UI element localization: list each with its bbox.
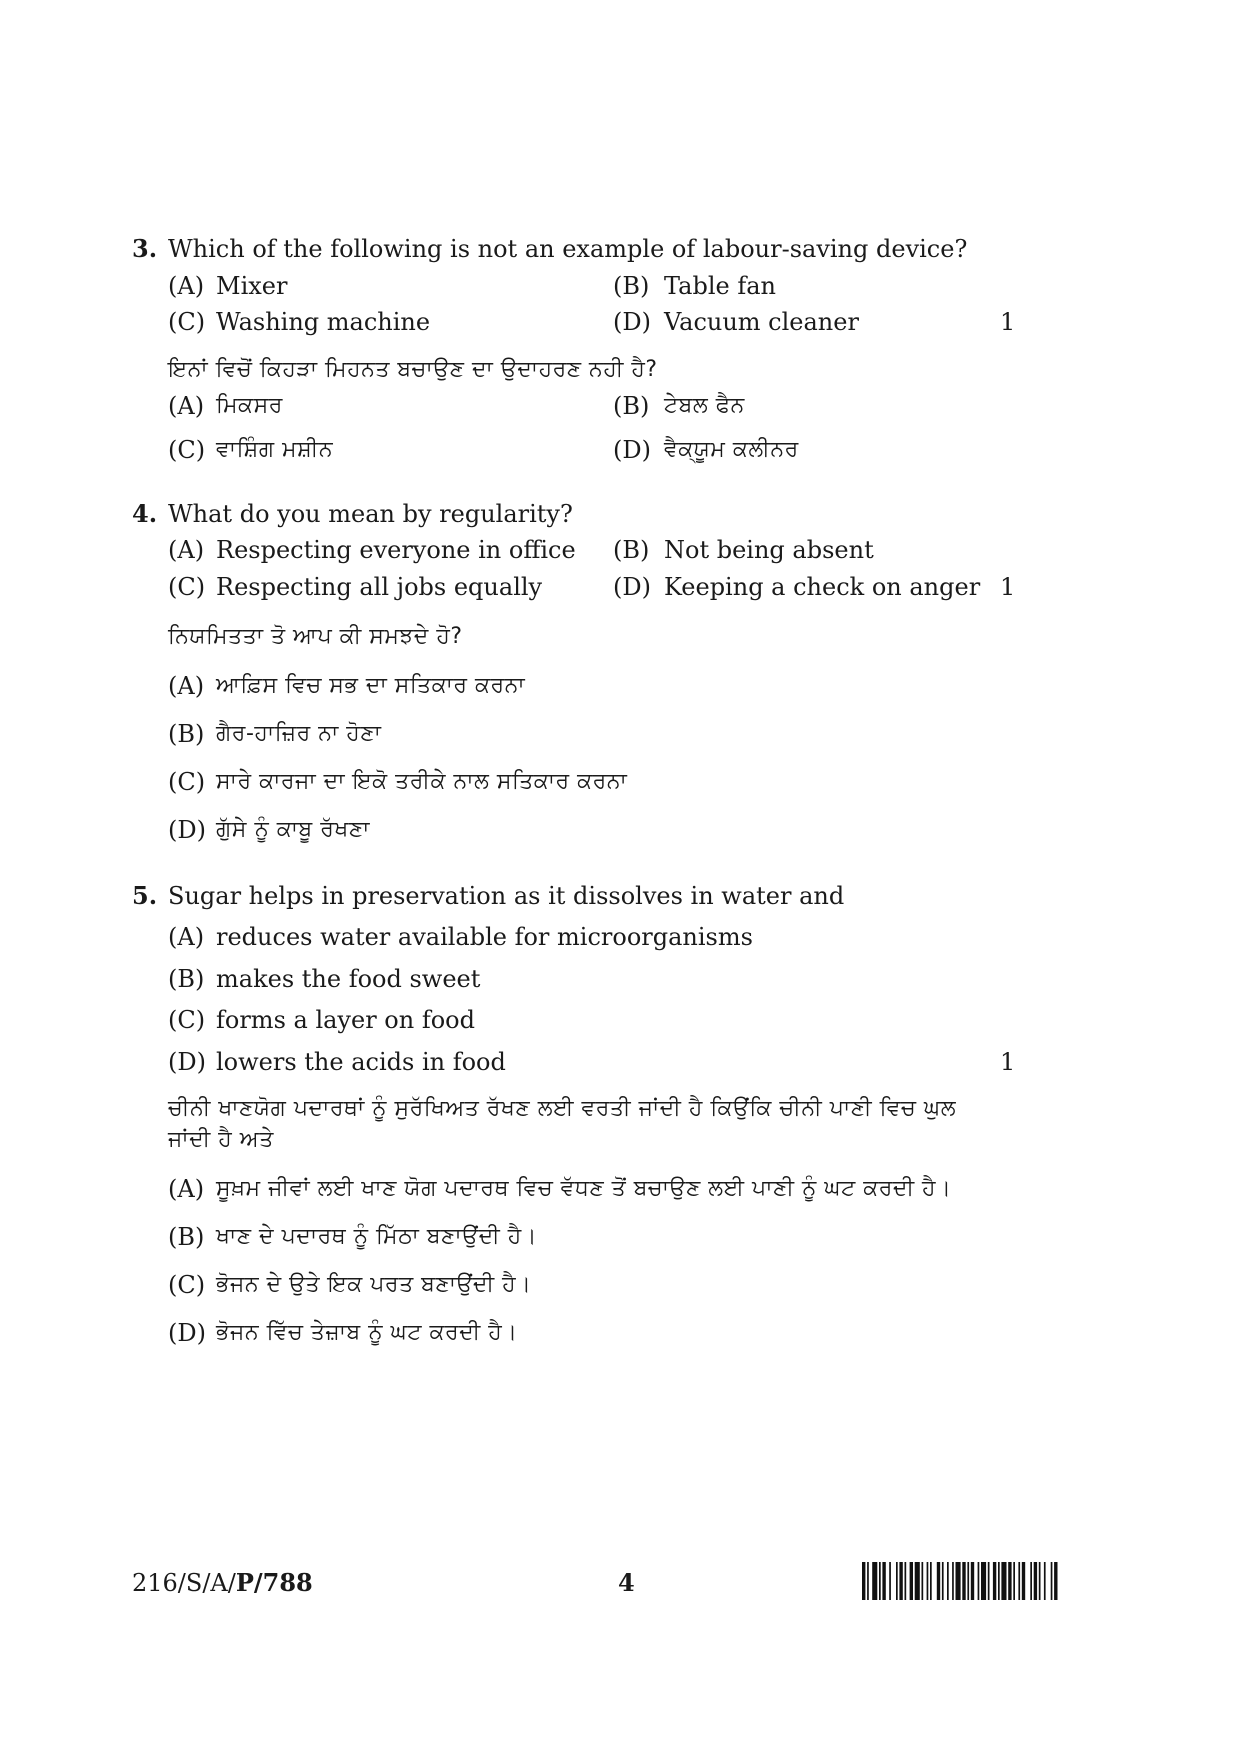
barcode-bar (993, 1562, 996, 1600)
q5-pa-option-c: ਭੋਜਨ ਦੇ ਉਤੇ ਇਕ ਪਰਤ ਬਣਾਉਂਦੀ ਹੈ। (216, 1272, 532, 1297)
barcode-bar (981, 1562, 986, 1600)
q3-pa-option-a-letter: (A) (168, 392, 205, 420)
q4-pa-option-a-letter: (A) (168, 672, 205, 700)
q4-pa-option-c: ਸਾਰੇ ਕਾਰਜਾ ਦਾ ਇਕੋ ਤਰੀਕੇ ਨਾਲ ਸਤਿਕਾਰ ਕਰਨਾ (216, 769, 628, 794)
q5-option-a-letter: (A) (168, 923, 205, 951)
q3-option-a: Mixer (216, 272, 288, 300)
barcode-bar (952, 1562, 954, 1600)
barcode-bar (967, 1562, 969, 1600)
q4-marks: 1 (1000, 573, 1016, 601)
barcode-bar (1001, 1562, 1006, 1600)
q5-option-d-letter: (D) (168, 1048, 206, 1076)
q3-pa-option-b-letter: (B) (613, 392, 650, 420)
q4-pa-option-b: ਗੈਰ-ਹਾਜ਼ਿਰ ਨਾ ਹੋਣਾ (216, 721, 382, 746)
q3-pa-option-c-letter: (C) (168, 436, 206, 464)
q5-pa-option-b: ਖਾਣ ਦੇ ਪਦਾਰਥ ਨੂੰ ਮਿੱਠਾ ਬਣਾਉਂਦੀ ਹੈ। (216, 1224, 538, 1249)
barcode-bar (896, 1562, 898, 1600)
q5-pa-option-d: ਭੋਜਨ ਵਿੱਚ ਤੇਜ਼ਾਬ ਨੂੰ ਘਟ ਕਰਦੀ ਹੈ। (216, 1320, 518, 1345)
q4-pa-option-c-letter: (C) (168, 768, 206, 796)
q4-pa-option-d: ਗੁੱਸੇ ਨੂੰ ਕਾਬੂ ਰੱਖਣਾ (216, 817, 370, 842)
q3-option-c-letter: (C) (168, 308, 206, 336)
q3-option-d: Vacuum cleaner (664, 308, 859, 336)
paper-code-bold: P/788 (235, 1568, 313, 1597)
q3-option-a-letter: (A) (168, 272, 205, 300)
q5-punjabi-question-line1: ਚੀਨੀ ਖਾਣਯੋਗ ਪਦਾਰਥਾਂ ਨੂੰ ਸੁਰੱਖਿਅਤ ਰੱਖਣ ਲਈ ਵਰਤੀ ਜਾਂਦੀ ਹੈ ਕਿਉਂਕਿ ਚੀਨੀ ਪਾਣੀ ਵਿਚ ਘੁਲ (168, 1096, 957, 1121)
q3-option-b: Table fan (664, 272, 776, 300)
q4-option-b: Not being absent (664, 536, 874, 564)
barcode-bar (889, 1562, 891, 1600)
barcode-bar (867, 1562, 869, 1600)
q3-pa-option-d-letter: (D) (613, 436, 651, 464)
barcode-bar (978, 1562, 980, 1600)
barcode-bar (1044, 1562, 1046, 1600)
question-5-number: 5. (132, 881, 158, 910)
q5-pa-option-a: ਸੂਖ਼ਮ ਜੀਵਾਂ ਲਈ ਖਾਣ ਯੋਗ ਪਦਾਰਥ ਵਿਚ ਵੱਧਣ ਤੋਂ ਬਚਾਉਣ ਲਈ ਪਾਣੀ ਨੂੰ ਘਟ ਕਰਦੀ ਹੈ। (216, 1176, 952, 1201)
barcode-bar (1034, 1562, 1037, 1600)
barcode-bar (947, 1562, 949, 1600)
q5-punjabi-question-line2: ਜਾਂਦੀ ਹੈ ਅਤੇ (168, 1127, 274, 1152)
q5-option-b: makes the food sweet (216, 965, 481, 993)
barcode-bar (1054, 1562, 1057, 1600)
question-3-text: Which of the following is not an example of labour-saving device? (168, 235, 968, 263)
q5-pa-option-d-letter: (D) (168, 1319, 206, 1347)
q3-option-c: Washing machine (216, 308, 431, 336)
barcode-bar (1008, 1562, 1011, 1600)
barcode-bar (937, 1562, 940, 1600)
barcode-bar (930, 1562, 932, 1600)
barcode-bar (915, 1562, 920, 1600)
q3-punjabi-question: ਇਨਾਂ ਵਿਚੋਂ ਕਿਹੜਾ ਮਿਹਨਤ ਬਚਾਉਣ ਦਾ ਉਦਾਹਰਣ ਨਹੀ ਹੈ? (168, 357, 658, 382)
barcode-bar (956, 1562, 961, 1600)
q3-pa-option-d: ਵੈਕ੍ਯੂਮ ਕਲੀਨਰ (664, 437, 799, 462)
q5-option-c-letter: (C) (168, 1006, 206, 1034)
barcode-bar (927, 1562, 929, 1600)
q5-pa-option-a-letter: (A) (168, 1175, 205, 1203)
barcode-bar (1013, 1562, 1015, 1600)
question-5-text: Sugar helps in preservation as it dissolves in water and (168, 882, 845, 910)
barcode-bar (1051, 1562, 1053, 1600)
barcode-image (862, 1562, 1126, 1600)
q4-option-d-letter: (D) (613, 573, 651, 601)
barcode-bar (872, 1562, 877, 1600)
q5-option-c: forms a layer on food (216, 1006, 475, 1034)
q4-option-d: Keeping a check on anger (664, 573, 981, 601)
barcode-bar (1018, 1562, 1020, 1600)
barcode-bar (988, 1562, 990, 1600)
barcode-bar (862, 1562, 865, 1600)
barcode-bar (1039, 1562, 1041, 1600)
question-3-number: 3. (132, 234, 158, 263)
q4-punjabi-question: ਨਿਯਮਿਤਤਾ ਤੋ ਆਪ ਕੀ ਸਮਝਦੇ ਹੋ? (168, 624, 463, 649)
q5-pa-option-b-letter: (B) (168, 1223, 205, 1251)
q4-pa-option-b-letter: (B) (168, 720, 205, 748)
barcode-bar (1030, 1562, 1032, 1600)
barcode-bar (899, 1562, 902, 1600)
page-number: 4 (618, 1568, 635, 1597)
barcode-bar (998, 1562, 1000, 1600)
q4-pa-option-a: ਆਫ਼ਿਸ ਵਿਚ ਸਭ ਦਾ ਸਤਿਕਾਰ ਕਰਨਾ (216, 673, 526, 698)
barcode-bar (910, 1562, 913, 1600)
q4-pa-option-d-letter: (D) (168, 816, 206, 844)
q4-option-a-letter: (A) (168, 536, 205, 564)
barcode-bar (882, 1562, 885, 1600)
barcode-bar (1022, 1562, 1025, 1600)
q4-option-a: Respecting everyone in office (216, 536, 576, 564)
q3-pa-option-c: ਵਾਸ਼ਿੰਗ ਮਸ਼ੀਨ (216, 437, 334, 462)
q4-option-c-letter: (C) (168, 573, 206, 601)
q3-pa-option-b: ਟੇਬਲ ਫੈਨ (664, 393, 745, 418)
paper-code (132, 1568, 313, 1598)
barcode-bar (879, 1562, 881, 1600)
q4-option-b-letter: (B) (613, 536, 650, 564)
q3-option-b-letter: (B) (613, 272, 650, 300)
paper-code-prefix: 216/S/A/ (132, 1569, 236, 1597)
q3-option-d-letter: (D) (613, 308, 651, 336)
q4-option-c: Respecting all jobs equally (216, 573, 543, 601)
q5-option-a: reduces water available for microorganisms (216, 923, 753, 951)
q5-pa-option-c-letter: (C) (168, 1271, 206, 1299)
q3-marks: 1 (1000, 308, 1016, 336)
barcode-bar (922, 1562, 924, 1600)
q5-option-d: lowers the acids in food (216, 1048, 506, 1076)
barcode-bar (971, 1562, 974, 1600)
barcode-bar (962, 1562, 965, 1600)
question-4-text: What do you mean by regularity? (168, 500, 573, 528)
barcode-bar (905, 1562, 907, 1600)
q5-marks: 1 (1000, 1048, 1016, 1076)
q5-option-b-letter: (B) (168, 965, 205, 993)
question-4-number: 4. (132, 499, 158, 528)
barcode-bar (942, 1562, 944, 1600)
q3-pa-option-a: ਮਿਕਸਰ (216, 393, 283, 418)
